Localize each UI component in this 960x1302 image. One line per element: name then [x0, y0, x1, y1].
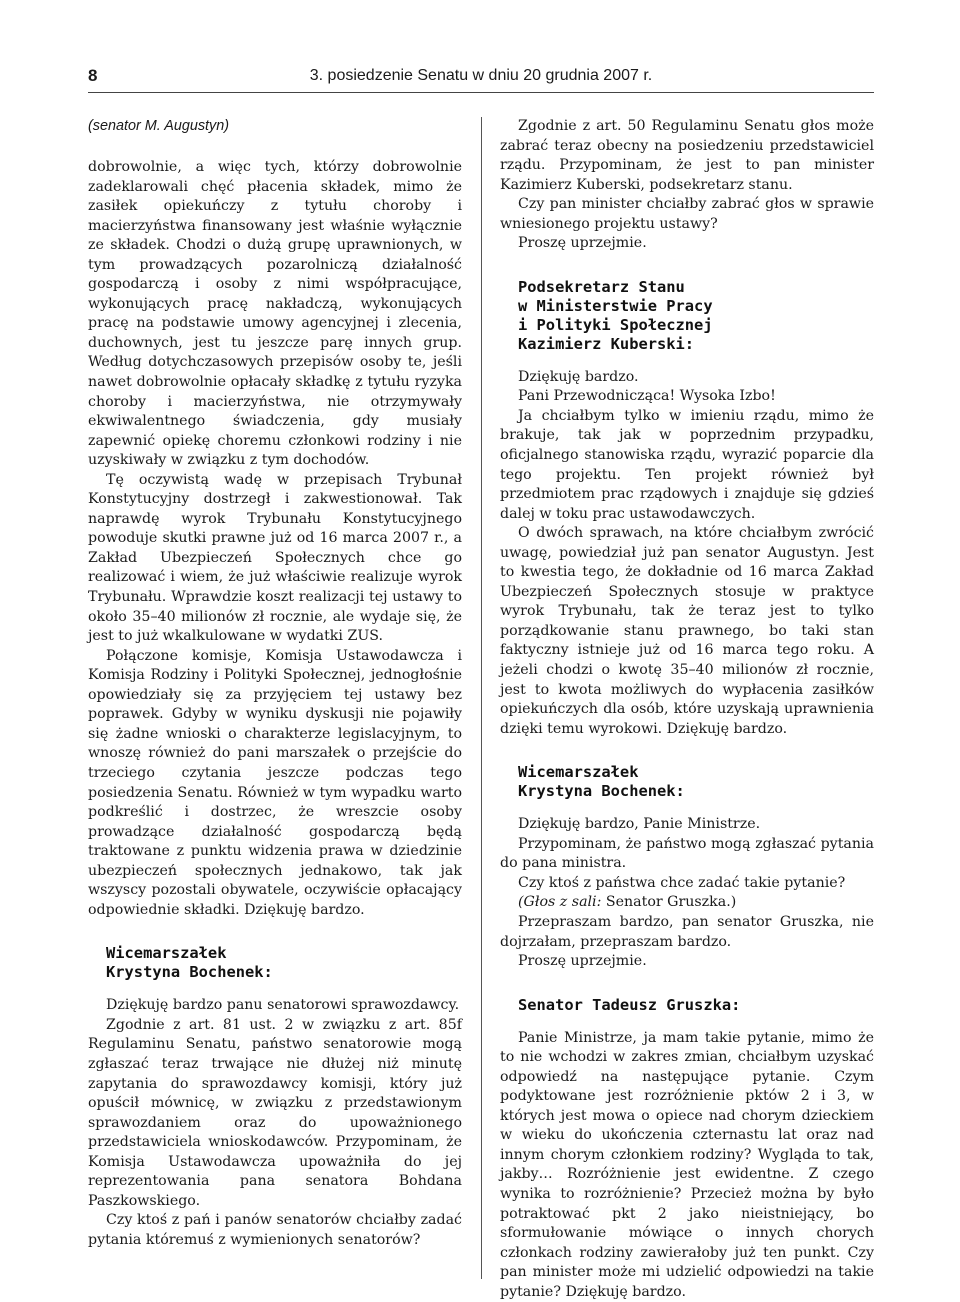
speaker-name: Krystyna Bochenek: [106, 963, 273, 982]
speaker-title: Podsekretarz Stanu [518, 277, 685, 296]
paragraph: Dziękuję bardzo panu senatorowi sprawozdawcy. [106, 997, 460, 1014]
left-column [88, 117, 462, 1250]
paragraph: Proszę uprzejmie. [518, 235, 647, 252]
paragraph [500, 893, 874, 913]
paragraph: Czy ktoś z państwa chce zadać takie pytanie? [518, 874, 846, 891]
paragraph: Przypominam, że państwo mogą zgłaszać pytania do pana ministra. [500, 835, 874, 872]
paragraph: dobrowolnie, a więc tych, którzy dobrowolnie zadeklarowali chęć płacenia składek, mimo że zasiłek opiekuńczy z tytułu choroby i macierzyństwa finansowany jest właśnie wyłącznie ze składek. Chodzi o dużą grupę uprawnionych, w tym prowadzących pozarolniczą działalność gospodarczą i osoby z nimi współpracujące, wykonujących pracę nakładczą, wykonujących pracę na podstawie umowy agencyjnej i zlecenia, duchownych, jest tu jeszcze parę innych grup. Według dotychczasowych przepisów osoby te, jeśli nawet dobrowolnie opłacały składkę z tytułu ryzyka choroby i macierzyństwa, nie otrzymywały ekwiwalentnego świadczenia, gdy musiały zapewnić opiekę choremu członkowi rodziny i nie uzyskiwały w związku z tym dochodów. [88, 159, 462, 469]
paragraph: Proszę uprzejmie. [518, 953, 647, 970]
paragraph: Ja chciałbym tylko w imieniu rządu, mimo że brakuje, tak jak w poprzednim przypadku, oficjalnego stanowiska rządu, wyrazić poparcie dla tego projektu. Ten projekt również był przedmiotem prac rządowych i znajduje się gdzieś dalej w toku prac ustawodawczych. [500, 407, 874, 522]
speaker-heading [518, 278, 874, 354]
paragraph: Pani Przewodnicząca! Wysoka Izbo! [518, 388, 776, 405]
interjection-text: Senator Gruszka.) [601, 894, 737, 911]
paragraph: Zgodnie z art. 81 ust. 2 w związku z art. 85f Regulaminu Senatu, państwo senatorowie mogą zgłaszać teraz trwające nie dłużej niż minutę zapytania do sprawozdawcy komisji, który już opuścił mównicę, w związku z przedstawionym sprawozdaniem oraz do upoważnionego przedstawiciela wnioskodawców. Przypominam, że Komisja Ustawodawcza upoważniła do jej reprezentowania pana senatora Bohdana Paszkowskiego. [88, 1016, 462, 1209]
paragraph: Czy pan minister chciałby zabrać głos w sprawie wniesionego projektu ustawy? [500, 196, 874, 232]
speaker-title: w Ministerstwie Pracy [518, 296, 713, 315]
interjection-label: (Głos z sali: [518, 894, 602, 911]
speaker-heading [518, 996, 874, 1015]
paragraph: O dwóch sprawach, na które chciałbym zwrócić uwagę, powiedział już pan senator Augustyn. Jest to kwestia tego, że dokładnie od 16 marca Zakład Ubezpieczeń Społecznych stosuje w praktyce wyrok Trybunału, tak że teraz jest to tylko porządkowanie stanu prawnego, bo taki stan faktyczny istnieje już od 16 marca tego roku. A jeżeli chodzi o kwotę 35–40 milionów zł rocznie, jest to kwota możliwych do wypłacenia zasiłków opiekuńczych dla osób, które uzyskają uprawnienia dzięki temu wyrokowi. Dziękuję bardzo. [500, 525, 874, 737]
page-header [88, 62, 874, 93]
continued-speaker-note: (senator M. Augustyn) [88, 118, 230, 134]
page-number: 8 [88, 66, 98, 85]
speaker-title: i Polityki Społecznej [518, 315, 713, 334]
paragraph: Połączone komisje, Komisja Ustawodawcza i Komisja Rodziny i Polityki Społecznej, jednogłośnie opowiedziały się za przyjęciem tej ustawy bez poprawek. Gdyby w wyniku dyskusji nie pojawiły się żadne wnioski o charakterze legislacyjnym, to wnoszę również do pani marszałek o przejście do trzeciego czytania jeszcze podczas tego posiedzenia Senatu. Również w tym wypadku warto podkreślić i dostrzec, że wreszcie osoby prowadzące działalność gospodarczą będą traktowane z punktu widzenia prawa w dziedzinie ubezpieczeń społecznych jednakowo, tak jak wszyscy pozostali obywatele, oczywiście opłacający odpowiednie składki. Dziękuję bardzo. [88, 647, 462, 918]
running-head: 3. posiedzenie Senatu w dniu 20 grudnia 2007 r. [309, 67, 653, 84]
speaker-title: Wicemarszałek [518, 763, 639, 782]
speaker-name: Kazimierz Kuberski: [518, 334, 695, 353]
speaker-name: Senator Tadeusz Gruszka: [518, 995, 741, 1014]
column-divider [481, 117, 482, 1279]
speaker-name: Krystyna Bochenek: [518, 782, 685, 801]
paragraph: Zgodnie z art. 50 Regulaminu Senatu głos może zabrać teraz obecny na posiedzeniu przedstawiciel rządu. Przypominam, że jest to pan minister Kazimierz Kuberski, podsekretarz stanu. [500, 118, 874, 193]
paragraph: Dziękuję bardzo, Panie Ministrze. [518, 816, 761, 833]
paragraph: Dziękuję bardzo. [518, 368, 639, 385]
right-column [500, 117, 874, 1302]
paragraph: Czy ktoś z pań i panów senatorów chciałby zadać pytania któremuś z wymienionych senatorów? [88, 1212, 462, 1248]
speaker-heading [106, 944, 462, 982]
paragraph: Tę oczywistą wadę w przepisach Trybunał Konstytucyjny dostrzegł i zakwestionował. Tak naprawdę wyrok Trybunału Konstytucyjnego powoduje skutki prawne już od 16 marca 2007 r., a Zakład Ubezpieczeń Społecznych chce go realizować i wiem, że już właściwie realizuje wyrok Trybunału. Wprawdzie koszt realizacji tej ustawy to około 35–40 milionów zł rocznie, ale wydaje się, że jest to już wkalkulowane w wydatki ZUS. [88, 471, 462, 645]
speaker-heading [518, 763, 874, 801]
speaker-title: Wicemarszałek [106, 944, 227, 963]
paragraph: Panie Ministrze, ja mam takie pytanie, mimo że to nie wchodzi w zakres zmian, chciałbym uzyskać odpowiedź na następujące pytanie. Czym podyktowane jest rozróżnienie pktów 2 i 3, w których jest mowa o opiece nad chorym dzieckiem w wieku do ukończenia czternastu lat oraz nad innym chorym członkiem rodziny? Wygląda to tak, jakby… Rozróżnienie jest ewidentne. Z czego wynika to rozróżnienie? Przecież można by było potraktować pkt 2 jako nieistniejący, bo sformułowanie mówiące o innych chorych członkach rodziny zawierałoby już ten punkt. Czy pan minister może mi udzielić odpowiedzi na takie pytanie? Dziękuję bardzo. [500, 1029, 874, 1300]
paragraph: Przepraszam bardzo, pan senator Gruszka, nie dojrzałam, przepraszam bardzo. [500, 913, 874, 950]
